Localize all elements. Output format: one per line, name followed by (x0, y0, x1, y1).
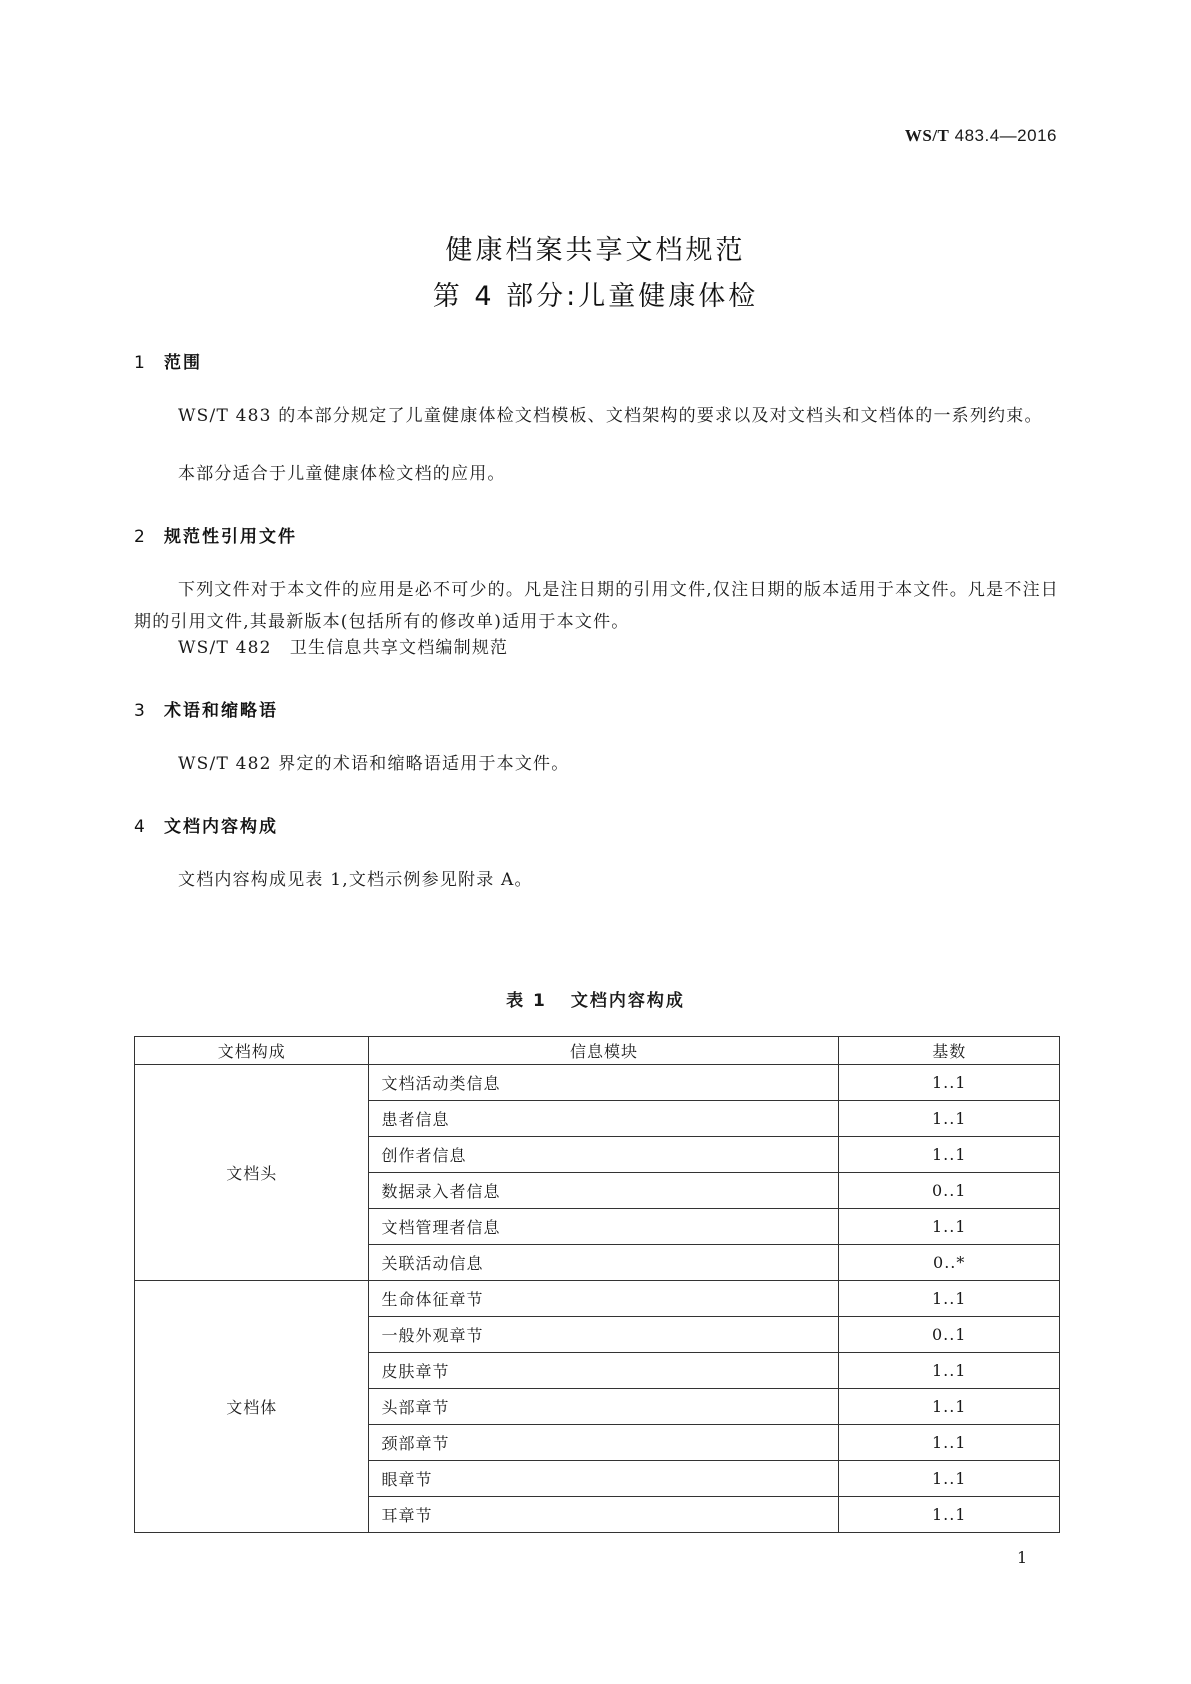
cardinality-cell: 1..1 (839, 1281, 1060, 1317)
page-number: 1 (1017, 1548, 1028, 1567)
document-subtitle: 第 4 部分:儿童健康体检 (432, 281, 759, 312)
section-title: 术语和缩略语 (164, 701, 278, 721)
module-cell: 眼章节 (369, 1461, 839, 1497)
module-cell: 文档活动类信息 (369, 1065, 839, 1101)
section-3-heading (134, 696, 278, 721)
module-cell: 关联活动信息 (369, 1245, 839, 1281)
group-cell: 文档头 (135, 1065, 369, 1281)
cardinality-cell: 1..1 (839, 1425, 1060, 1461)
module-cell: 耳章节 (369, 1497, 839, 1533)
section-2-reference: WS/T 482 卫生信息共享文档编制规范 (178, 638, 509, 658)
section-1-paragraph-1: WS/T 483 的本部分规定了儿童健康体检文档模板、文档架构的要求以及对文档头和文档体的一系列约束。 (178, 406, 1043, 426)
section-1-heading (134, 348, 202, 373)
cardinality-cell: 1..1 (839, 1389, 1060, 1425)
table-caption-label: 表 1 (506, 991, 547, 1011)
module-cell: 皮肤章节 (369, 1353, 839, 1389)
section-3-paragraph-1: WS/T 482 界定的术语和缩略语适用于本文件。 (178, 754, 570, 774)
standard-code-prefix: WS/T (904, 126, 950, 145)
column-header: 基数 (839, 1037, 1060, 1065)
table-header-row (135, 1037, 1060, 1065)
cardinality-cell: 0..1 (839, 1173, 1060, 1209)
module-cell: 患者信息 (369, 1101, 839, 1137)
column-header: 信息模块 (369, 1037, 839, 1065)
section-number: 3 (134, 701, 145, 721)
module-cell: 生命体征章节 (369, 1281, 839, 1317)
table-caption-title: 文档内容构成 (570, 991, 685, 1011)
table-row (135, 1065, 1060, 1101)
section-4-paragraph-1: 文档内容构成见表 1,文档示例参见附录 A。 (178, 870, 533, 890)
standard-code (905, 126, 1057, 146)
section-4-heading (134, 812, 278, 837)
content-structure-table (134, 1036, 1060, 1533)
module-cell: 创作者信息 (369, 1137, 839, 1173)
cardinality-cell: 0..1 (839, 1317, 1060, 1353)
table-caption (0, 986, 1191, 1011)
cardinality-cell: 1..1 (839, 1497, 1060, 1533)
module-cell: 数据录入者信息 (369, 1173, 839, 1209)
module-cell: 头部章节 (369, 1389, 839, 1425)
section-number: 1 (134, 353, 145, 373)
module-cell: 一般外观章节 (369, 1317, 839, 1353)
section-title: 规范性引用文件 (164, 527, 297, 547)
cardinality-cell: 1..1 (839, 1353, 1060, 1389)
section-2-paragraph-1: 下列文件对于本文件的应用是必不可少的。凡是注日期的引用文件,仅注日期的版本适用于本文件。凡是不注日期的引用文件,其最新版本(包括所有的修改单)适用于本文件。 (134, 580, 1059, 632)
standard-code-number: 483.4—2016 (954, 126, 1057, 145)
module-cell: 文档管理者信息 (369, 1209, 839, 1245)
cardinality-cell: 1..1 (839, 1065, 1060, 1101)
cardinality-cell: 0..* (839, 1245, 1060, 1281)
cardinality-cell: 1..1 (839, 1461, 1060, 1497)
table-row (135, 1281, 1060, 1317)
section-number: 4 (134, 817, 145, 837)
group-cell: 文档体 (135, 1281, 369, 1533)
cardinality-cell: 1..1 (839, 1101, 1060, 1137)
cardinality-cell: 1..1 (839, 1137, 1060, 1173)
cardinality-cell: 1..1 (839, 1209, 1060, 1245)
document-title: 健康档案共享文档规范 (445, 235, 746, 266)
section-title: 范围 (164, 353, 202, 373)
column-header: 文档构成 (135, 1037, 369, 1065)
module-cell: 颈部章节 (369, 1425, 839, 1461)
section-title: 文档内容构成 (164, 817, 278, 837)
section-1-paragraph-2: 本部分适合于儿童健康体检文档的应用。 (178, 464, 506, 484)
section-number: 2 (134, 527, 145, 547)
section-2-heading (134, 522, 297, 547)
